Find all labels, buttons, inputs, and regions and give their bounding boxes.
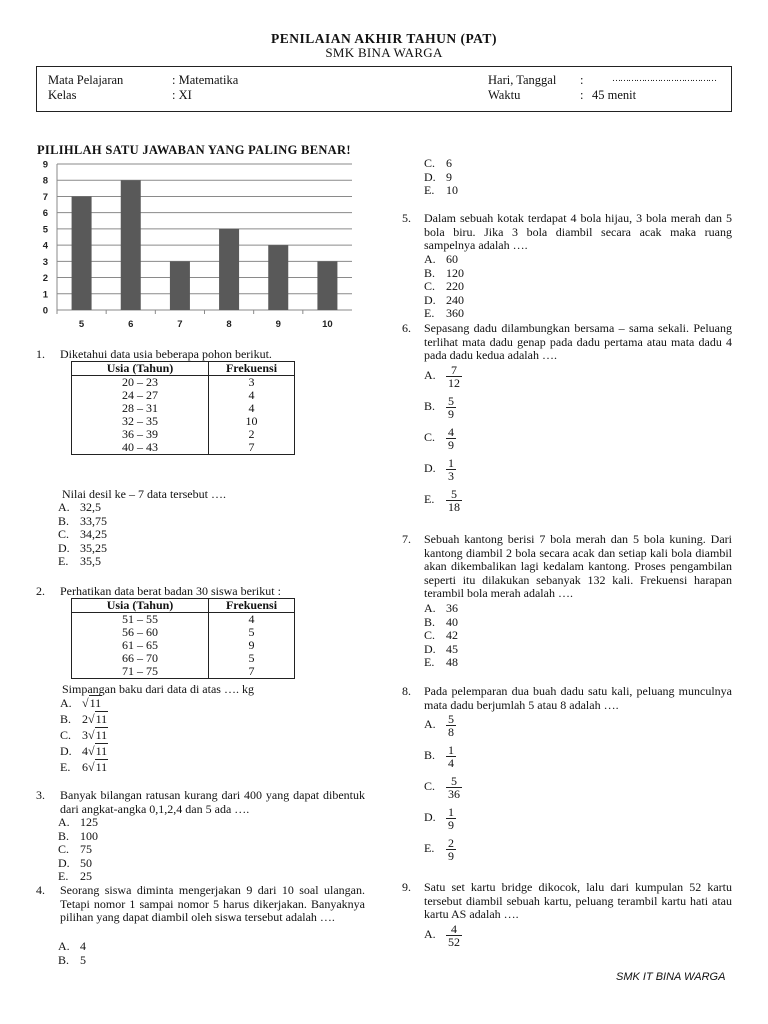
option[interactable]: [58, 816, 98, 830]
option-label: D.: [424, 169, 436, 184]
table-cell: 36 – 39: [72, 428, 209, 441]
table-row: [72, 652, 295, 665]
option-value: 75: [80, 842, 92, 856]
fraction: [446, 837, 456, 862]
y-tick-label: 5: [42, 224, 48, 236]
sqrt-icon: √11: [88, 744, 108, 758]
option[interactable]: [424, 629, 458, 643]
numerator: 1: [448, 456, 454, 470]
option-label: A.: [58, 815, 70, 829]
option-label: A.: [424, 927, 436, 942]
fraction: [446, 488, 462, 513]
option-label: D.: [424, 461, 436, 476]
option-value: 6: [446, 156, 452, 170]
option-value: 36: [446, 601, 458, 615]
fraction: [446, 395, 456, 420]
day-value: …………………………………: [612, 73, 716, 83]
q5-number: 5.: [402, 211, 411, 225]
class-value: : XI: [172, 88, 192, 102]
option-label: D.: [58, 855, 70, 870]
table-cell: 4: [209, 613, 295, 627]
table-row: [72, 626, 295, 639]
table-row: [72, 639, 295, 652]
bar-chart: [30, 155, 360, 335]
fraction: [446, 713, 456, 738]
option[interactable]: [424, 837, 462, 868]
option-value: 33,75: [80, 513, 107, 528]
option-label: A.: [58, 939, 70, 953]
option[interactable]: [58, 940, 86, 954]
instruction-heading: PILIHLAH SATU JAWABAN YANG PALING BENAR!: [37, 143, 351, 157]
option-radicand: 11: [95, 744, 108, 758]
table-cell: 7: [209, 665, 295, 679]
q4-text: Seorang siswa diminta mengerjakan 9 dari 10 soal ulangan. Tetapi nomor 1 sampai nomor 5 harus dikerjakan. Banyaknya pilihan yang dapat diambil oleh siswa tersebut adalah ….: [60, 883, 365, 924]
table-row: [72, 415, 295, 428]
option-radicand: 11: [95, 760, 108, 774]
option-value: 48: [446, 655, 458, 669]
numerator: 4: [448, 425, 454, 439]
option-radicand: 11: [95, 712, 108, 726]
y-tick-label: 4: [42, 240, 48, 252]
option-label: B.: [58, 513, 70, 528]
table-cell: 66 – 70: [72, 652, 209, 665]
bar: [268, 245, 288, 310]
x-tick-label: 9: [275, 319, 281, 330]
denominator: 8: [448, 725, 454, 739]
q7-number: 7.: [402, 532, 411, 546]
option[interactable]: [424, 744, 462, 775]
option[interactable]: [58, 542, 107, 556]
fraction: [446, 775, 462, 800]
option-value: 10: [446, 183, 458, 197]
option-value: 35,5: [80, 554, 101, 568]
option-value: 25: [80, 869, 92, 883]
fraction: [446, 457, 456, 482]
option-label: E.: [58, 869, 69, 883]
table-cell: 71 – 75: [72, 665, 209, 679]
option-label: A.: [58, 500, 70, 514]
numerator: 1: [448, 743, 454, 757]
option[interactable]: [424, 307, 464, 321]
y-tick-label: 0: [42, 305, 48, 317]
option[interactable]: [424, 775, 462, 806]
x-tick-label: 6: [128, 319, 134, 330]
q2-col-frekuensi: Frekuensi: [209, 599, 295, 613]
q9-number: 9.: [402, 880, 411, 894]
subject-value: : Matematika: [172, 73, 239, 87]
option-label: D.: [424, 810, 436, 825]
option[interactable]: [424, 643, 458, 657]
numerator: 5: [451, 774, 457, 788]
option[interactable]: [58, 515, 107, 529]
option-label: E.: [424, 306, 435, 320]
table-row: [72, 376, 295, 390]
option-label: C.: [424, 628, 436, 642]
q2-text: Perhatikan data berat badan 30 siswa berikut :: [60, 584, 281, 598]
bar: [121, 180, 141, 310]
table-cell: 9: [209, 639, 295, 652]
option-label: C.: [424, 430, 436, 445]
q6-options: [424, 364, 462, 519]
option[interactable]: [424, 602, 458, 616]
x-tick-label: 5: [78, 319, 85, 330]
table-cell: 28 – 31: [72, 402, 209, 415]
option-label: D.: [424, 641, 436, 656]
option-value: 360: [446, 306, 464, 320]
option[interactable]: [424, 171, 458, 185]
numerator: 5: [448, 394, 454, 408]
option-label: E.: [58, 554, 69, 568]
option[interactable]: [424, 184, 458, 198]
option-label: E.: [60, 760, 71, 774]
q6-number: 6.: [402, 321, 411, 335]
q1-number: 1.: [36, 347, 45, 361]
denominator: 12: [448, 376, 460, 390]
table-cell: 5: [209, 652, 295, 665]
option-label: C.: [424, 779, 436, 794]
q4-options: [58, 940, 86, 967]
q2-table: [71, 598, 295, 679]
day-colon: :: [580, 73, 584, 87]
option-value: 32,5: [80, 500, 101, 514]
option-label: B.: [58, 828, 70, 843]
option-label: A.: [60, 696, 72, 710]
q5-text: Dalam sebuah kotak terdapat 4 bola hijau, 3 bola merah dan 5 bola biru. Jika 3 bola diambil secara acak maka ruang sampelnya adalah ….: [424, 211, 732, 252]
q9-text: Satu set kartu bridge dikocok, lalu dari kumpulan 52 kartu tersebut diambil sebuah kartu, peluang terambil kartu hati atau kartu AS adalah ….: [424, 880, 732, 921]
sqrt-icon: √11: [88, 760, 108, 774]
bar: [170, 261, 190, 310]
option[interactable]: [58, 870, 98, 884]
option-label: E.: [424, 492, 435, 507]
q8-text: Pada pelemparan dua buah dadu satu kali, peluang munculnya mata dadu berjumlah 5 atau 8 adalah ….: [424, 684, 732, 712]
option[interactable]: [424, 616, 458, 630]
option[interactable]: [424, 806, 462, 837]
option-coef: 4: [82, 744, 88, 758]
table-cell: 3: [209, 376, 295, 390]
table-row: [72, 441, 295, 455]
denominator: 4: [448, 756, 454, 770]
time-value: 45 menit: [592, 88, 637, 102]
option-label: B.: [424, 614, 436, 629]
bar: [317, 261, 337, 310]
option[interactable]: [58, 501, 107, 515]
table-cell: 10: [209, 415, 295, 428]
q8-options: [424, 713, 462, 868]
option-value: 5: [80, 952, 86, 967]
denominator: 9: [448, 407, 454, 421]
table-cell: 56 – 60: [72, 626, 209, 639]
option[interactable]: [424, 488, 462, 519]
table-cell: 51 – 55: [72, 613, 209, 627]
option[interactable]: [424, 267, 464, 281]
y-tick-label: 7: [42, 191, 48, 203]
option[interactable]: [58, 857, 98, 871]
numerator: 4: [451, 922, 457, 936]
option-label: C.: [60, 728, 72, 742]
q3-number: 3.: [36, 788, 45, 802]
q9-options: [424, 923, 462, 954]
option[interactable]: [424, 253, 464, 267]
q1-options: [58, 501, 107, 569]
option-label: B.: [424, 399, 436, 414]
y-tick-label: 8: [42, 175, 48, 187]
option[interactable]: [424, 923, 462, 954]
option-label: C.: [424, 279, 436, 293]
denominator: 9: [448, 438, 454, 452]
option[interactable]: [424, 656, 458, 670]
q4-options-continued: [424, 157, 458, 198]
option-value: 125: [80, 815, 98, 829]
option-value: 9: [446, 169, 452, 184]
option-label: B.: [424, 748, 436, 763]
table-row: [72, 428, 295, 441]
table-row: [72, 665, 295, 679]
fraction: [446, 806, 456, 831]
fraction: [446, 426, 456, 451]
option-label: E.: [424, 655, 435, 669]
table-cell: 32 – 35: [72, 415, 209, 428]
option-coef: 3: [82, 728, 88, 742]
table-cell: 7: [209, 441, 295, 455]
option-label: C.: [58, 527, 70, 541]
option-label: A.: [424, 252, 436, 266]
option-value: 40: [446, 614, 458, 629]
fraction: [446, 364, 462, 389]
option[interactable]: [424, 457, 462, 488]
q3-options: [58, 816, 98, 884]
school-name: SMK BINA WARGA: [325, 45, 443, 60]
table-row: [72, 402, 295, 415]
option[interactable]: [58, 843, 98, 857]
sqrt-icon: √11: [82, 696, 102, 710]
option-label: D.: [424, 292, 436, 307]
denominator: 9: [448, 849, 454, 863]
option-label: D.: [60, 744, 72, 758]
option-radicand: 11: [89, 696, 102, 710]
y-tick-label: 6: [42, 208, 48, 220]
option[interactable]: [58, 830, 98, 844]
option-label: A.: [424, 368, 436, 383]
table-cell: 2: [209, 428, 295, 441]
numerator: 5: [451, 487, 457, 501]
option[interactable]: [424, 364, 462, 395]
denominator: 9: [448, 818, 454, 832]
option-coef: 6: [82, 760, 88, 774]
option-label: B.: [424, 265, 436, 280]
option-label: C.: [58, 842, 70, 856]
option-value: 35,25: [80, 540, 107, 555]
page-title: PENILAIAN AKHIR TAHUN (PAT): [271, 31, 497, 46]
q2-options: [60, 697, 108, 777]
option[interactable]: [424, 294, 464, 308]
y-tick-label: 3: [42, 256, 48, 268]
footer-school: SMK IT BINA WARGA: [616, 971, 726, 983]
option[interactable]: [58, 528, 107, 542]
q7-options: [424, 602, 458, 670]
option-value: 240: [446, 292, 464, 307]
denominator: 18: [448, 500, 460, 514]
time-label: Waktu: [488, 88, 521, 102]
sqrt-icon: √11: [88, 712, 108, 726]
option[interactable]: [58, 555, 107, 569]
bar: [72, 196, 92, 310]
table-cell: 20 – 23: [72, 376, 209, 390]
q7-text: Sebuah kantong berisi 7 bola merah dan 5 bola kuning. Dari kantong diambil 2 bola secara acak dan setiap kali bola diambil akan dikembalikan lagi kedalam kantong. Proses pengambilan seperti itu dilakukan sebanyak 132 kali. Frekuensi harapan terambil bola merah adalah ….: [424, 532, 732, 600]
table-row: [72, 613, 295, 627]
option-value: 50: [80, 855, 92, 870]
option-value: 34,25: [80, 527, 107, 541]
bar: [219, 229, 239, 310]
option[interactable]: [58, 954, 86, 968]
q1-text: Diketahui data usia beberapa pohon berikut.: [60, 347, 272, 361]
subject-label: Mata Pelajaran: [48, 73, 124, 87]
numerator: 7: [451, 363, 457, 377]
option-value: 120: [446, 265, 464, 280]
option-label: B.: [58, 952, 70, 967]
option-label: E.: [424, 841, 435, 856]
table-cell: 4: [209, 402, 295, 415]
option-value: 60: [446, 252, 458, 266]
fraction: [446, 744, 456, 769]
denominator: 3: [448, 469, 454, 483]
numerator: 5: [448, 712, 454, 726]
option[interactable]: [424, 280, 464, 294]
q8-number: 8.: [402, 684, 411, 698]
day-label: Hari, Tanggal: [488, 73, 557, 87]
x-tick-label: 7: [177, 319, 183, 330]
denominator: 36: [448, 787, 460, 801]
q1-prompt: Nilai desil ke – 7 data tersebut ….: [62, 487, 226, 501]
y-tick-label: 9: [42, 159, 48, 171]
q6-text: Sepasang dadu dilambungkan bersama – sama sekali. Peluang terlihat mata dadu genap pada dadu pertama atau mata dadu 4 pada dadu kedua adalah ….: [424, 321, 732, 362]
option[interactable]: [424, 426, 462, 457]
option-label: A.: [424, 601, 436, 615]
q1-table: [71, 361, 295, 455]
table-cell: 24 – 27: [72, 389, 209, 402]
q2-prompt: Simpangan baku dari data di atas …. kg: [62, 682, 254, 696]
option[interactable]: [424, 395, 462, 426]
option-radicand: 11: [95, 728, 108, 742]
option[interactable]: [424, 157, 458, 171]
x-tick-label: 8: [226, 319, 232, 330]
option-label: D.: [58, 540, 70, 555]
q3-text: Banyak bilangan ratusan kurang dari 400 yang dapat dibentuk dari angkat-angka 0,1,2,4 dan 5 ada ….: [60, 788, 365, 816]
table-cell: 61 – 65: [72, 639, 209, 652]
y-tick-label: 1: [42, 289, 48, 301]
q2-col-usia: Usia (Tahun): [72, 599, 209, 613]
option-value: 4: [80, 939, 86, 953]
option-label: E.: [424, 183, 435, 197]
numerator: 2: [448, 836, 454, 850]
table-row: [72, 389, 295, 402]
option-label: C.: [424, 156, 436, 170]
option[interactable]: [60, 761, 108, 777]
y-tick-label: 2: [42, 273, 48, 285]
option-value: 45: [446, 641, 458, 656]
q1-col-usia: Usia (Tahun): [72, 362, 209, 376]
option-value: 100: [80, 828, 98, 843]
table-cell: 4: [209, 389, 295, 402]
numerator: 1: [448, 805, 454, 819]
option-label: A.: [424, 717, 436, 732]
q2-number: 2.: [36, 584, 45, 598]
option-value: 220: [446, 279, 464, 293]
option-value: 42: [446, 628, 458, 642]
fraction: [446, 923, 462, 948]
class-label: Kelas: [48, 88, 77, 102]
option-label: B.: [60, 712, 72, 726]
q5-options: [424, 253, 464, 321]
time-colon: :: [580, 88, 584, 102]
q4-number: 4.: [36, 883, 45, 897]
x-tick-label: 10: [322, 319, 333, 330]
table-cell: 5: [209, 626, 295, 639]
option-coef: 2: [82, 712, 88, 726]
sqrt-icon: √11: [88, 728, 108, 742]
q1-col-frekuensi: Frekuensi: [209, 362, 295, 376]
table-cell: 40 – 43: [72, 441, 209, 455]
denominator: 52: [448, 935, 460, 949]
option[interactable]: [424, 713, 462, 744]
